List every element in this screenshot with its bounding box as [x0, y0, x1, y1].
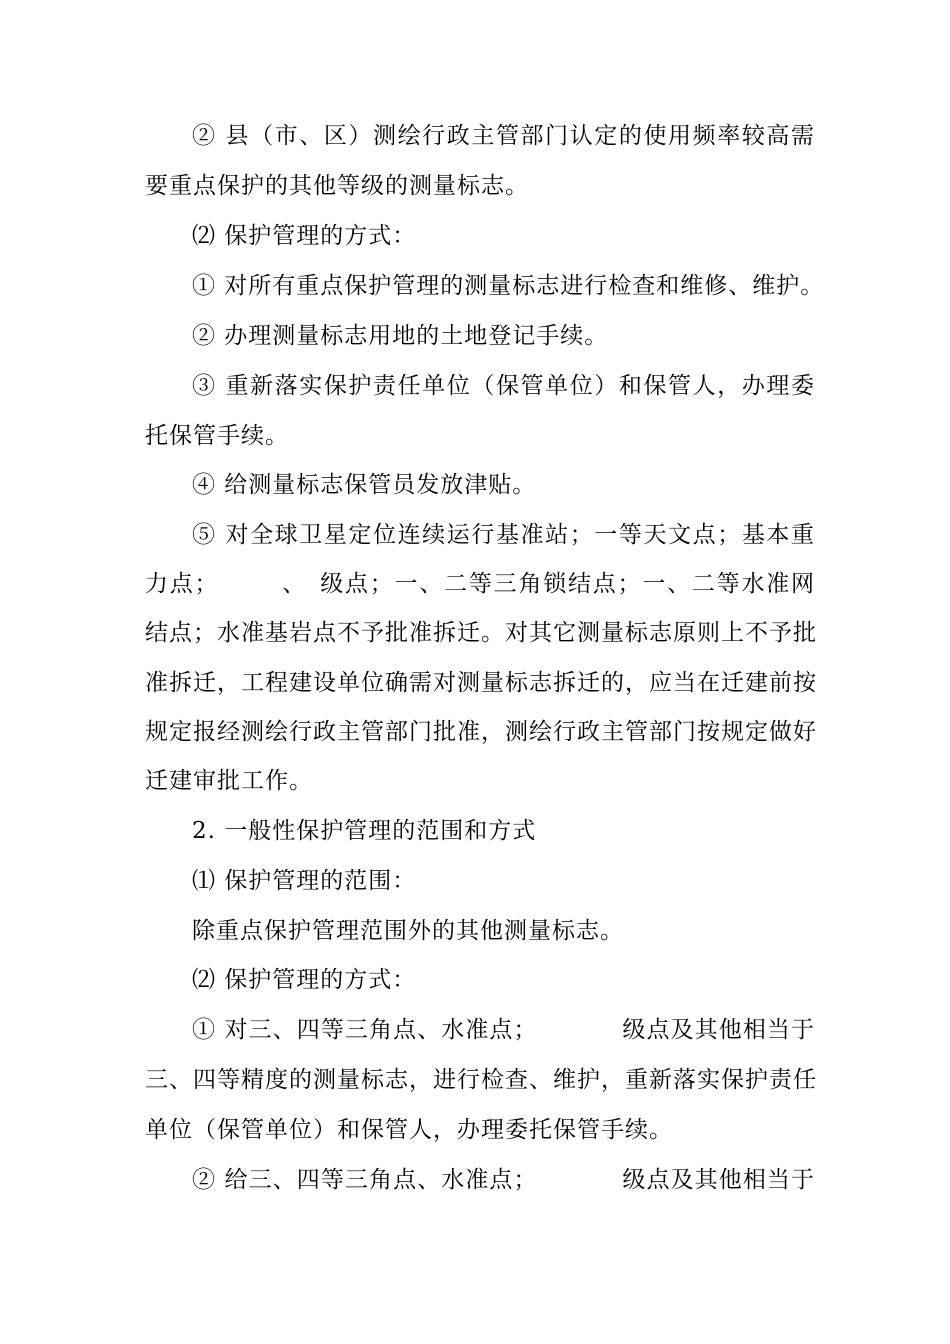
text-line-6: ③ 重新落实保护责任单位（保管单位）和保管人，办理委: [192, 373, 815, 399]
text-line-11: 结点；水准基岩点不予批准拆迁。对其它测量标志原则上不予批: [145, 620, 817, 646]
text-line-4: ① 对所有重点保护管理的测量标志进行检查和维修、维护。: [192, 273, 825, 299]
text-line-2: 要重点保护的其他等级的测量标志。: [145, 173, 529, 199]
text-line-1: ② 县（市、区）测绘行政主管部门认定的使用频率较高需: [192, 123, 815, 149]
text-line-16: ⑴ 保护管理的范围：: [192, 868, 417, 894]
text-line-13: 规定报经测绘行政主管部门批准，测绘行政主管部门按规定做好: [145, 719, 817, 745]
text-line-12: 准拆迁，工程建设单位确需对测量标志拆迁的，应当在迁建前按: [145, 670, 817, 696]
text-line-22: ② 给三、四等三角点、水准点； 级点及其他相当于: [192, 1167, 815, 1193]
text-line-19: ① 对三、四等三角点、水准点； 级点及其他相当于: [192, 1017, 815, 1043]
section-heading: 2. 一般性保护管理的范围和方式: [192, 818, 537, 844]
text-line-8: ④ 给测量标志保管员发放津贴。: [192, 472, 537, 498]
text-line-5: ② 办理测量标志用地的土地登记手续。: [192, 323, 609, 349]
text-line-7: 托保管手续。: [145, 423, 289, 449]
text-line-20: 三、四等精度的测量标志，进行检查、维护，重新落实保护责任: [145, 1067, 817, 1093]
text-line-21: 单位（保管单位）和保管人，办理委托保管手续。: [145, 1117, 673, 1143]
text-line-3: ⑵ 保护管理的方式：: [192, 223, 417, 249]
text-line-14: 迁建审批工作。: [145, 768, 313, 794]
text-line-17: 除重点保护管理范围外的其他测量标志。: [192, 918, 624, 944]
text-line-10: 力点； 、 级点；一、二等三角锁结点；一、二等水准网: [145, 571, 815, 597]
text-line-18: ⑵ 保护管理的方式：: [192, 967, 417, 993]
text-line-9: ⑤ 对全球卫星定位连续运行基准站；一等天文点；基本重: [192, 522, 815, 548]
